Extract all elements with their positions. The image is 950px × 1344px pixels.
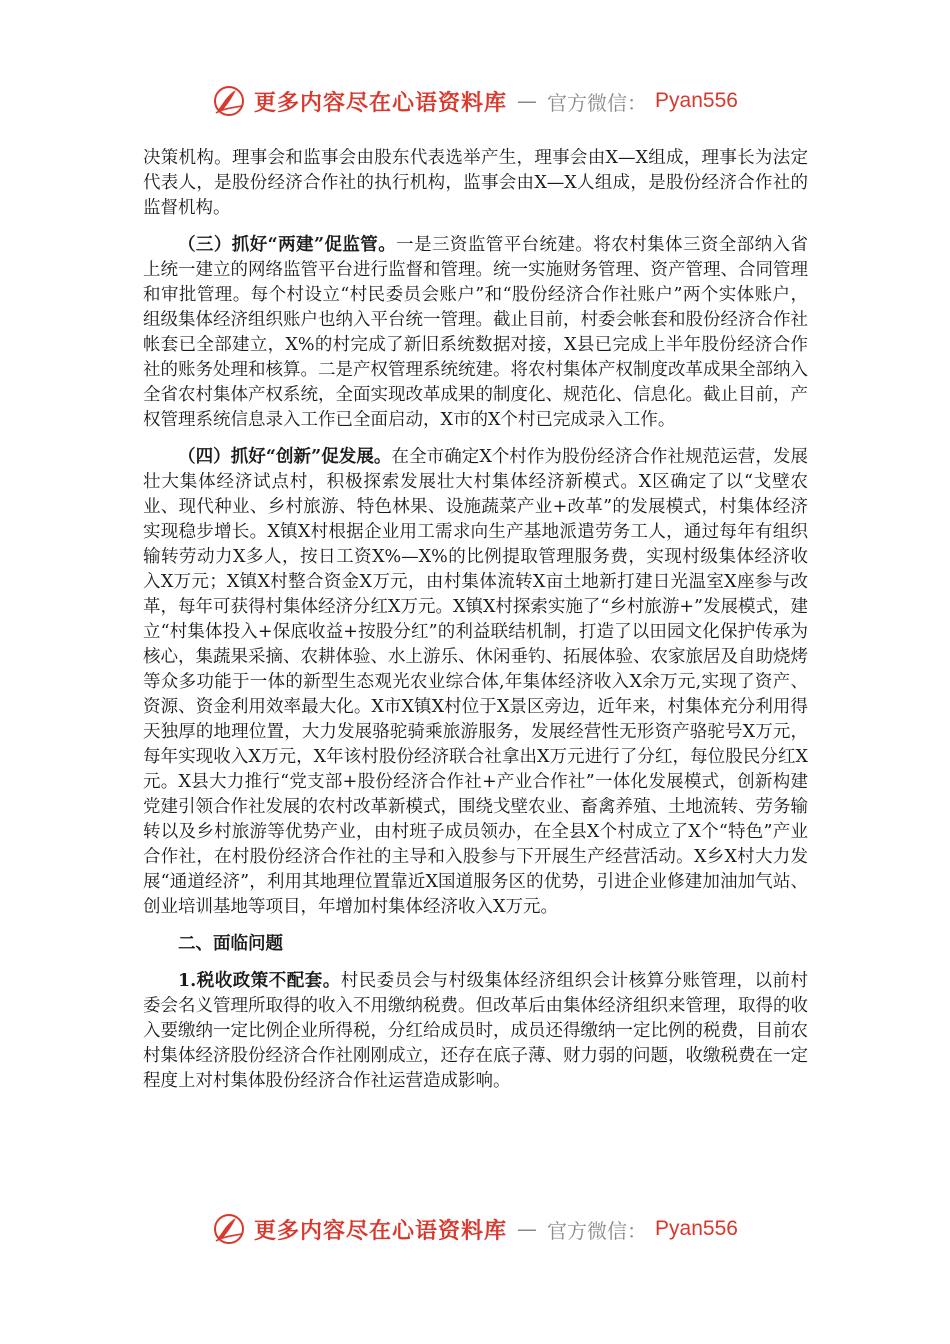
paragraph-heading: 1.税收政策不配套。: [178, 971, 341, 991]
signature-pen-icon: [212, 1212, 246, 1246]
watermark-brand: 更多内容尽在心语资料库: [254, 89, 508, 116]
paragraph-heading: （四）抓好“创新”促发展。: [178, 447, 392, 467]
paragraph-two-construction: [143, 233, 808, 433]
paragraph-text: 村民委员会与村级集体经济组织会计核算分账管理，以前村委会名义管理所取得的收入不用缴纳税费。但改革后由集体经济组织来管理，取得的收入要缴纳一定比例企业所得税，分红给成员时，成员还得缴纳一定比例的税费，目前农村集体经济股份经济合作社刚刚成立，还存在底子薄、财力弱的问题，收缴税费在一定程度上对村集体股份经济合作社运营造成影响。: [143, 971, 808, 1091]
watermark-wechat-id: Pyan556: [655, 1217, 738, 1240]
watermark-label: 官方微信：: [547, 90, 648, 115]
document-body: [143, 146, 808, 1106]
header-watermark: [0, 84, 950, 118]
paragraph-text: 在全市确定X个村作为股份经济合作社规范运营，发展壮大集体经济试点村，积极探索发展壮大村集体经济新模式。X区确定了以“戈壁农业、现代种业、乡村旅游、特色林果、设施蔬菜产业+改革”的发展模式，村集体经济实现稳步增长。X镇X村根据企业用工需求向生产基地派遣劳务工人，通过每年有组织输转劳动力X多人，按日工资X%—X%的比例提取管理服务费，实现村级集体经济收入X万元；X镇X村整合资金X万元，由村集体流转X亩土地新打建日光温室X座参与改革，每年可获得村集体经济分红X万元。X镇X村探索实施了“乡村旅游+”发展模式，建立“村集体投入+保底收益+按股分红”的利益联结机制，打造了以田园文化保护传承为核心，集蔬果采摘、农耕体验、水上游乐、休闲垂钓、拓展体验、农家旅居及自助烧烤等众多功能于一体的新型生态观光农业综合体,年集体经济收入X余万元,实现了资产、资源、资金利用效率最大化。X市X镇X村位于X景区旁边，近年来，村集体充分利用得天独厚的地理位置，大力发展骆驼骑乘旅游服务，发展经营性无形资产骆驼号X万元，每年实现收入X万元，X年该村股份经济联合社拿出X万元进行了分红，每位股民分红X元。X县大力推行“党支部+股份经济合作社+产业合作社”一体化发展模式，创新构建党建引领合作社发展的农村改革新模式，围绕戈壁农业、畜禽养殖、土地流转、劳务输转以及乡村旅游等优势产业，由村班子成员领办，在全县X个村成立了X个“特色”产业合作社，在村股份经济合作社的主导和入股参与下开展生产经营活动。X乡X村大力发展“通道经济”，利用其地理位置靠近X国道服务区的优势，引进企业修建加油加气站、创业培训基地等项目，年增加村集体经济收入X万元。: [143, 447, 808, 917]
watermark-dash: —: [517, 89, 538, 113]
paragraph-tax-policy: [143, 969, 808, 1094]
watermark-wechat-id: Pyan556: [655, 89, 738, 112]
footer-watermark: [0, 1212, 950, 1246]
watermark-label: 官方微信：: [547, 1218, 648, 1243]
watermark-brand: 更多内容尽在心语资料库: [254, 1217, 508, 1244]
watermark-dash: —: [517, 1217, 538, 1241]
paragraph-innovation: [143, 445, 808, 920]
signature-pen-icon: [212, 84, 246, 118]
paragraph-heading: （三）抓好“两建”促监管。: [178, 235, 397, 255]
paragraph-text: 一是三资监管平台统建。将农村集体三资全部纳入省上统一建立的网络监管平台进行监督和管理。统一实施财务管理、资产管理、合同管理和审批管理。每个村设立“村民委员会账户”和“股份经济合作社账户”两个实体账户，组级集体经济组织账户也纳入平台统一管理。截止目前，村委会帐套和股份经济合作社帐套已全部建立，X%的村完成了新旧系统数据对接，X县已完成上半年股份经济合作社的账务处理和核算。二是产权管理系统统建。将农村集体产权制度改革成果全部纳入全省农村集体产权系统，全面实现改革成果的制度化、规范化、信息化。截止目前，产权管理系统信息录入工作已全面启动，X市的X个村已完成录入工作。: [143, 235, 808, 430]
paragraph-continuation: 决策机构。理事会和监事会由股东代表选举产生，理事会由X—X组成，理事长为法定代表人，是股份经济合作社的执行机构，监事会由X—X人组成，是股份经济合作社的监督机构。: [143, 148, 808, 218]
section-heading: 二、面临问题: [178, 934, 283, 954]
